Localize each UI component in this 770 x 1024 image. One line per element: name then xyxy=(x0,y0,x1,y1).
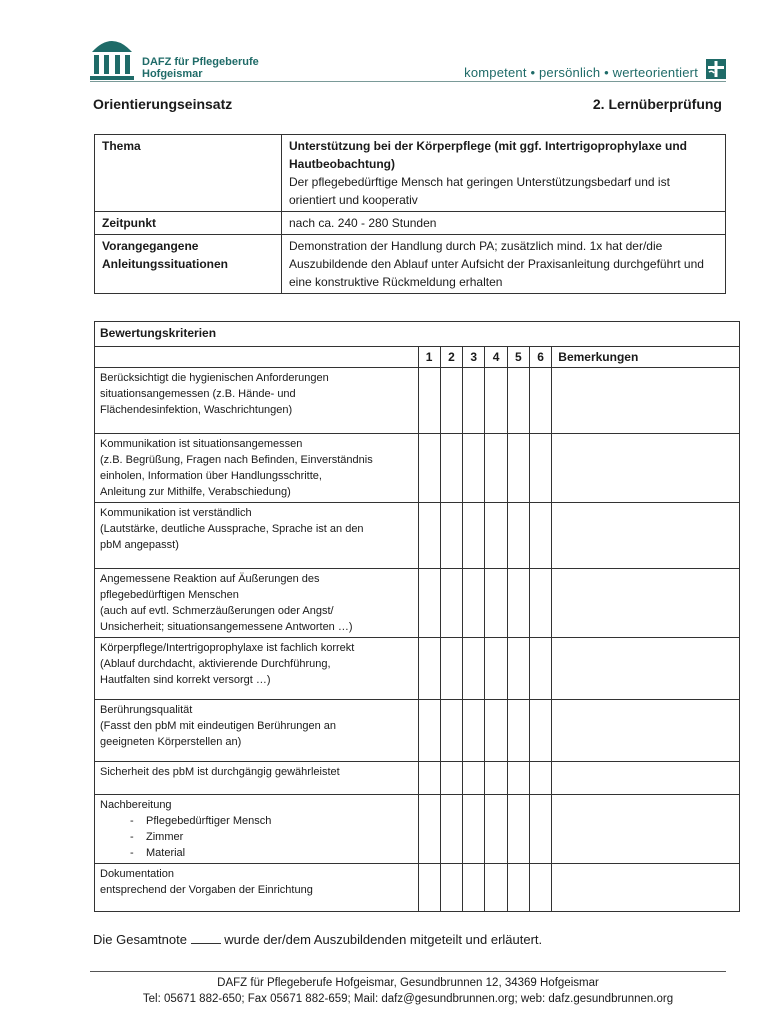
criterion-line: Kommunikation ist verständlich xyxy=(100,507,252,519)
grade-cell[interactable] xyxy=(463,503,485,569)
thema-heading: Unterstützung bei der Körperpflege (mit ggf. Intertrigoprophylaxe und Hautbeobachtung) xyxy=(289,139,688,171)
follow-up-item: - Material xyxy=(130,847,186,859)
pavilion-logo-icon xyxy=(90,34,134,80)
criterion-body-care xyxy=(95,638,419,700)
document-category: Orientierungseinsatz xyxy=(93,96,233,112)
grade-cell[interactable] xyxy=(485,864,507,912)
grade-header-1: 1 xyxy=(418,347,440,368)
grade-cell[interactable] xyxy=(529,700,551,762)
grade-cell[interactable] xyxy=(418,762,440,795)
grade-cell[interactable] xyxy=(507,638,529,700)
total-grade-suffix: wurde der/dem Auszubildenden mitgeteilt und erläutert. xyxy=(224,932,543,947)
vorangegangene-row xyxy=(95,235,726,294)
page-footer xyxy=(90,975,726,1007)
criterion-line: Angemessene Reaktion auf Äußerungen des xyxy=(100,573,320,585)
grade-cell[interactable] xyxy=(485,795,507,864)
follow-up-item-label: Material xyxy=(146,847,186,859)
criterion-safety xyxy=(95,762,419,795)
grade-cell[interactable] xyxy=(485,638,507,700)
grade-cell[interactable] xyxy=(485,762,507,795)
criterion-row xyxy=(95,638,740,700)
footer-contact: Tel: 05671 882-650; Fax 05671 882-659; Mail: dafz@gesundbrunnen.org; web: dafz.gesundbrunnen.org xyxy=(142,993,674,1005)
remarks-cell[interactable] xyxy=(552,638,740,700)
follow-up-item-label: Zimmer xyxy=(146,831,184,843)
grade-cell[interactable] xyxy=(485,503,507,569)
criterion-line: Hautfalten sind korrekt versorgt …) xyxy=(100,674,271,686)
document-title: 2. Lernüberprüfung xyxy=(592,96,722,112)
page-header xyxy=(90,28,726,84)
grade-cell[interactable] xyxy=(485,368,507,434)
zeitpunkt-value: nach ca. 240 - 280 Stunden xyxy=(282,212,726,235)
criteria-title: Bewertungskriterien xyxy=(95,322,740,347)
criterion-line: Dokumentation xyxy=(100,868,174,880)
criterion-documentation xyxy=(95,864,419,912)
remarks-cell[interactable] xyxy=(552,700,740,762)
grade-cell[interactable] xyxy=(463,864,485,912)
criterion-communication-appropriate xyxy=(95,434,419,503)
criterion-communication-understandable xyxy=(95,503,419,569)
remarks-cell[interactable] xyxy=(552,762,740,795)
criterion-follow-up xyxy=(95,795,419,864)
grade-cell[interactable] xyxy=(418,700,440,762)
grade-cell[interactable] xyxy=(529,638,551,700)
grade-cell[interactable] xyxy=(529,503,551,569)
grade-cell[interactable] xyxy=(463,795,485,864)
criterion-line: geeigneten Körperstellen an) xyxy=(100,736,242,748)
criterion-line: Unsicherheit; situationsangemessene Antworten …) xyxy=(100,621,353,633)
logo-line-1: DAFZ für Pflegeberufe xyxy=(142,56,259,68)
follow-up-item: - Zimmer xyxy=(130,831,184,843)
grade-cell[interactable] xyxy=(418,569,440,638)
thema-description: Der pflegebedürftige Mensch hat geringen Unterstützungsbedarf und ist orientiert und kooperativ xyxy=(289,175,670,207)
logo-line-2: Hofgeismar xyxy=(142,68,203,80)
criterion-line: entsprechend der Vorgaben der Einrichtung xyxy=(100,884,313,896)
grade-cell[interactable] xyxy=(529,368,551,434)
grade-header-5: 5 xyxy=(507,347,529,368)
header-divider xyxy=(90,81,726,82)
remarks-cell[interactable] xyxy=(552,368,740,434)
criterion-row xyxy=(95,368,740,434)
criterion-row xyxy=(95,569,740,638)
footer-divider xyxy=(90,971,726,972)
grade-cell[interactable] xyxy=(463,434,485,503)
criterion-line: pflegebedürftigen Menschen xyxy=(100,589,239,601)
remarks-cell[interactable] xyxy=(552,434,740,503)
follow-up-item: - Pflegebedürftiger Mensch xyxy=(130,815,272,827)
grade-cell[interactable] xyxy=(440,638,462,700)
zeitpunkt-label: Zeitpunkt xyxy=(95,212,282,235)
total-grade-statement xyxy=(93,931,542,947)
grade-cell[interactable] xyxy=(485,434,507,503)
total-grade-blank[interactable] xyxy=(191,931,221,944)
grade-cell[interactable] xyxy=(463,700,485,762)
criterion-line: Berücksichtigt die hygienischen Anforderungen xyxy=(100,372,329,384)
grade-cell[interactable] xyxy=(463,762,485,795)
grade-cell[interactable] xyxy=(418,503,440,569)
criterion-line: (Lautstärke, deutliche Aussprache, Sprache ist an den xyxy=(100,523,364,535)
criterion-line: (Ablauf durchdacht, aktivierende Durchführung, xyxy=(100,658,331,670)
criterion-line: Sicherheit des pbM ist durchgängig gewährleistet xyxy=(100,766,340,778)
grade-cell[interactable] xyxy=(485,700,507,762)
grade-cell[interactable] xyxy=(440,434,462,503)
criterion-row xyxy=(95,700,740,762)
criterion-row xyxy=(95,864,740,912)
grade-cell[interactable] xyxy=(507,503,529,569)
grade-cell[interactable] xyxy=(507,434,529,503)
grade-cell[interactable] xyxy=(529,864,551,912)
grade-cell[interactable] xyxy=(440,368,462,434)
criterion-row xyxy=(95,434,740,503)
criterion-line: Körperpflege/Intertrigoprophylaxe ist fachlich korrekt xyxy=(100,642,355,654)
grade-cell[interactable] xyxy=(440,864,462,912)
vorangegangene-value: Demonstration der Handlung durch PA; zusätzlich mind. 1x hat der/die Auszubildende den Ablauf unter Aufsicht der Praxisanleitung durchgeführt und eine konstruktive Rückmeldung erhalten xyxy=(282,235,726,294)
criterion-row xyxy=(95,795,740,864)
follow-up-item-label: Pflegebedürftiger Mensch xyxy=(146,815,272,827)
criteria-header-blank xyxy=(95,347,419,368)
tagline: kompetent • persönlich • werteorientiert xyxy=(464,65,698,80)
criterion-line: pbM angepasst) xyxy=(100,539,179,551)
grade-cell[interactable] xyxy=(507,569,529,638)
grade-cell[interactable] xyxy=(440,762,462,795)
grade-cell[interactable] xyxy=(463,569,485,638)
criterion-line: Nachbereitung xyxy=(100,799,172,811)
footer-address: DAFZ für Pflegeberufe Hofgeismar, Gesundbrunnen 12, 34369 Hofgeismar xyxy=(217,977,599,989)
criterion-line: (auch auf evtl. Schmerzäußerungen oder Angst/ xyxy=(100,605,334,617)
zeitpunkt-row xyxy=(95,212,726,235)
grade-cell[interactable] xyxy=(418,434,440,503)
total-grade-prefix: Die Gesamtnote xyxy=(93,932,187,947)
grade-cell[interactable] xyxy=(507,762,529,795)
grade-header-2: 2 xyxy=(440,347,462,368)
criteria-header-row xyxy=(95,347,740,368)
grade-cell[interactable] xyxy=(507,700,529,762)
grade-cell[interactable] xyxy=(418,795,440,864)
grade-header-4: 4 xyxy=(485,347,507,368)
criteria-title-row xyxy=(95,322,740,347)
grade-header-3: 3 xyxy=(463,347,485,368)
grade-header-6: 6 xyxy=(529,347,551,368)
thema-row xyxy=(95,135,726,212)
criterion-line: Berührungsqualität xyxy=(100,704,193,716)
diaconia-cross-icon xyxy=(706,59,726,79)
grade-cell[interactable] xyxy=(507,864,529,912)
criterion-line: (Fasst den pbM mit eindeutigen Berührungen an xyxy=(100,720,337,732)
criterion-line: Kommunikation ist situationsangemessen xyxy=(100,438,303,450)
grade-cell[interactable] xyxy=(440,503,462,569)
criterion-line: situationsangemessen (z.B. Hände- und xyxy=(100,388,296,400)
remarks-cell[interactable] xyxy=(552,864,740,912)
info-table xyxy=(94,134,726,294)
remarks-cell[interactable] xyxy=(552,569,740,638)
remarks-cell[interactable] xyxy=(552,503,740,569)
criterion-row xyxy=(95,762,740,795)
remarks-header: Bemerkungen xyxy=(552,347,740,368)
grade-cell[interactable] xyxy=(529,569,551,638)
criterion-line: Anleitung zur Mithilfe, Verabschiedung) xyxy=(100,486,291,498)
grade-cell[interactable] xyxy=(529,795,551,864)
criterion-line: einholen, Information über Handlungsschritte, xyxy=(100,470,322,482)
grade-cell[interactable] xyxy=(440,795,462,864)
criterion-row xyxy=(95,503,740,569)
criteria-table xyxy=(94,321,740,912)
logo-wordmark xyxy=(142,56,259,80)
grade-cell[interactable] xyxy=(507,795,529,864)
grade-cell[interactable] xyxy=(440,700,462,762)
thema-label: Thema xyxy=(95,135,282,212)
grade-cell[interactable] xyxy=(463,368,485,434)
grade-cell[interactable] xyxy=(507,368,529,434)
thema-value xyxy=(282,135,726,212)
criterion-line: Flächendesinfektion, Waschrichtungen) xyxy=(100,404,293,416)
grade-cell[interactable] xyxy=(463,638,485,700)
grade-cell[interactable] xyxy=(418,864,440,912)
grade-cell[interactable] xyxy=(529,762,551,795)
grade-cell[interactable] xyxy=(418,368,440,434)
criterion-hygiene xyxy=(95,368,419,434)
grade-cell[interactable] xyxy=(440,569,462,638)
remarks-cell[interactable] xyxy=(552,795,740,864)
vorangegangene-label: Vorangegangene Anleitungssituationen xyxy=(95,235,282,294)
grade-cell[interactable] xyxy=(529,434,551,503)
criterion-touch-quality xyxy=(95,700,419,762)
criterion-reaction xyxy=(95,569,419,638)
criterion-line: (z.B. Begrüßung, Fragen nach Befinden, Einverständnis xyxy=(100,454,373,466)
grade-cell[interactable] xyxy=(485,569,507,638)
grade-cell[interactable] xyxy=(418,638,440,700)
